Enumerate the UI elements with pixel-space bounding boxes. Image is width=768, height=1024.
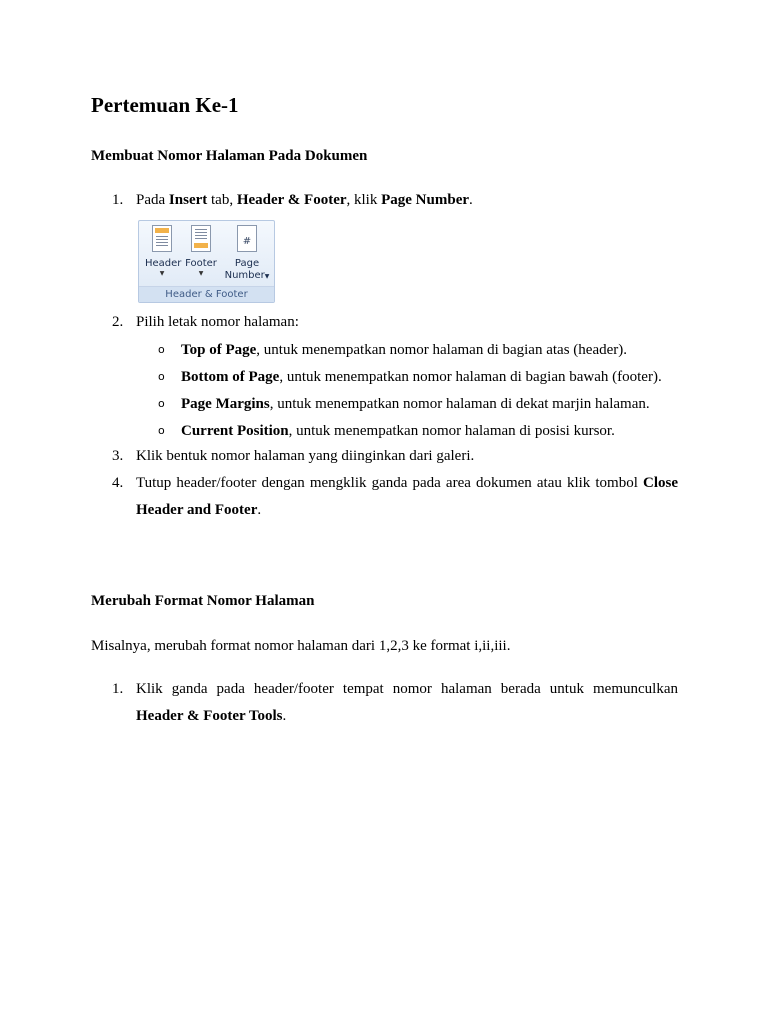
header-label: Header — [145, 258, 182, 269]
header-icon — [152, 225, 172, 252]
bold-close-header-footer: Close Header and Footer — [136, 475, 678, 518]
ribbon-page-number-button — [221, 225, 273, 283]
list-number: 3. — [112, 448, 124, 464]
header-dropdown-arrow: ▼ — [159, 270, 165, 277]
list-number: 4. — [112, 475, 124, 491]
footer-icon — [191, 225, 211, 252]
page-number-dropdown-arrow: ▼ — [264, 273, 270, 280]
page-number-icon: # — [237, 225, 257, 252]
ribbon-group-label: Header & Footer — [139, 286, 274, 302]
list-item-text: Pilih letak nomor halaman: — [136, 314, 299, 330]
number-label-row: Number▼ — [224, 270, 270, 281]
footer-label: Footer — [185, 258, 217, 269]
bold-insert: Insert — [168, 192, 208, 208]
footer-dropdown-arrow: ▼ — [198, 270, 204, 277]
list-number: 2. — [112, 314, 124, 330]
sub-item-current-position: o Current Position, untuk menempatkan nomor halaman di posisi kursor. — [158, 423, 615, 439]
bullet-icon: o — [158, 397, 165, 410]
page-label: Page — [234, 258, 260, 269]
sub-item-top-of-page: o Top of Page, untuk menempatkan nomor halaman di bagian atas (header). — [158, 342, 627, 358]
list-item-format-step-1 — [112, 676, 678, 730]
page-title: Pertemuan Ke-1 — [91, 93, 239, 117]
bullet-icon: o — [158, 343, 165, 356]
list-number: 1. — [112, 192, 124, 208]
list-item-text: Tutup header/footer dengan mengklik ganda pada area dokumen atau klik tombol Close Header and Footer. — [136, 475, 678, 518]
ribbon-header-footer-group — [138, 220, 275, 303]
section-heading-format: Merubah Format Nomor Halaman — [91, 593, 315, 609]
list-item-text: Klik ganda pada header/footer tempat nomor halaman berada untuk memunculkan Header & Footer Tools. — [136, 681, 678, 724]
section-heading-page-number: Membuat Nomor Halaman Pada Dokumen — [91, 148, 368, 164]
list-number: 1. — [112, 681, 124, 697]
list-item-step-2 — [112, 309, 678, 336]
list-item-step-3 — [112, 443, 678, 470]
bold-header-footer: Header & Footer — [236, 192, 347, 208]
ribbon-header-button — [145, 225, 182, 278]
list-item-text: Klik bentuk nomor halaman yang diinginkan dari galeri. — [136, 448, 475, 464]
sub-item-bottom-of-page: o Bottom of Page, untuk menempatkan nomor halaman di bagian bawah (footer). — [158, 369, 662, 385]
bold-header-footer-tools: Header & Footer Tools — [136, 708, 283, 724]
bullet-icon: o — [158, 370, 165, 383]
list-item-step-1 — [112, 187, 678, 214]
bold-page-number: Page Number — [381, 192, 470, 208]
intro-paragraph: Misalnya, merubah format nomor halaman dari 1,2,3 ke format i,ii,iii. — [91, 638, 511, 654]
sub-item-page-margins: o Page Margins, untuk menempatkan nomor halaman di dekat marjin halaman. — [158, 396, 650, 412]
ribbon-footer-button — [183, 225, 219, 278]
bullet-icon: o — [158, 424, 165, 437]
list-item-step-4 — [112, 470, 678, 524]
list-item-text: Pada Insert tab, Header & Footer, klik Page Number. — [136, 192, 473, 208]
